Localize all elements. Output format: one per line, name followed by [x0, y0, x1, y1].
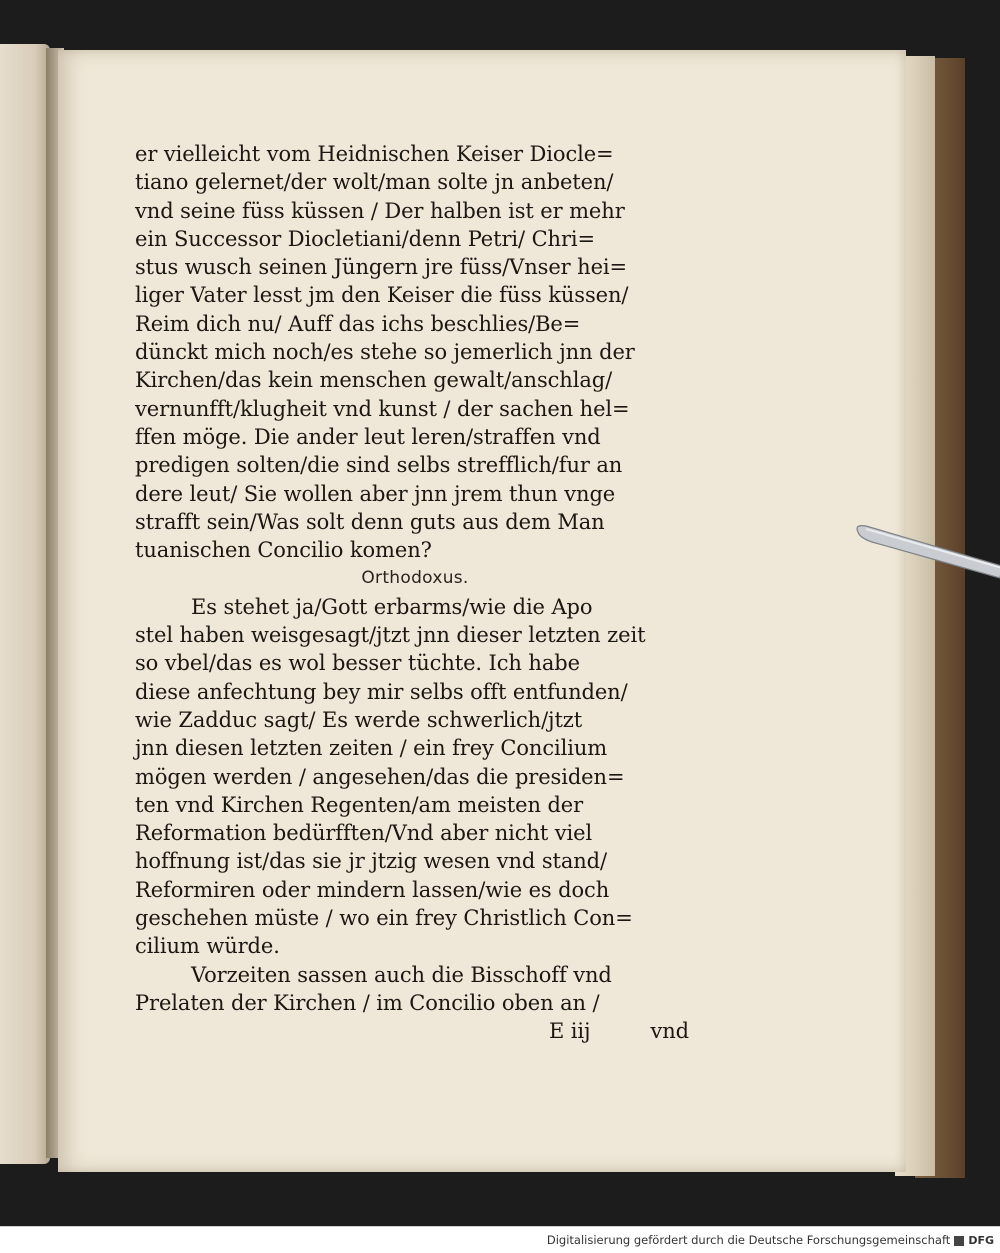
text-line: vernunfft/klugheit vnd kunst / der sachen hel= — [135, 396, 630, 421]
text-line: jnn diesen letzten zeiten / ein frey Concilium — [135, 736, 608, 761]
catchword: vnd — [650, 1019, 689, 1044]
page-text — [135, 140, 695, 1046]
dfg-mark-icon — [954, 1236, 964, 1246]
dfg-logo-text: DFG — [968, 1234, 994, 1247]
text-block-2 — [135, 593, 695, 961]
text-line: tuanischen Concilio komen? — [135, 538, 432, 563]
text-line: wie Zadduc sagt/ Es werde schwerlich/jtzt — [135, 707, 583, 732]
text-line: Reformation bedürfften/Vnd aber nicht viel — [135, 821, 593, 846]
text-line: mögen werden / angesehen/das die presiden= — [135, 764, 625, 789]
book-page — [58, 50, 906, 1172]
text-line: er vielleicht vom Heidnischen Keiser Diocle= — [135, 142, 614, 166]
paper-knife-icon — [852, 520, 1000, 580]
text-block-1 — [135, 140, 695, 564]
text-line: tiano gelernet/der wolt/man solte jn anbeten/ — [135, 170, 614, 195]
text-line: Es stehet ja/Gott erbarms/wie die Apo — [191, 594, 593, 619]
text-line: predigen solten/die sind selbs strefflich/fur an — [135, 453, 623, 478]
left-facing-page — [0, 44, 50, 1164]
text-line: Kirchen/das kein menschen gewalt/anschlag/ — [135, 368, 613, 393]
text-line: Prelaten der Kirchen / im Concilio oben an / — [135, 990, 600, 1015]
text-line: dünckt mich noch/es stehe so jemerlich jnn der — [135, 340, 635, 365]
text-line: Reformiren oder mindern lassen/wie es doch — [135, 877, 610, 902]
text-line: liger Vater lesst jm den Keiser die füss küssen/ — [135, 283, 629, 308]
text-line: geschehen müste / wo ein frey Christlich Con= — [135, 906, 633, 931]
text-line: so vbel/das es wol besser tüchte. Ich habe — [135, 651, 580, 676]
text-line: ffen möge. Die ander leut leren/straffen vnd — [135, 424, 601, 449]
text-line: diese anfechtung bey mir selbs offt entfunden/ — [135, 679, 628, 704]
digitization-credit-bar — [0, 1226, 1000, 1253]
text-line: strafft sein/Was solt denn guts aus dem Man — [135, 509, 605, 534]
text-line: ten vnd Kirchen Regenten/am meisten der — [135, 792, 584, 817]
speaker-heading: Orthodoxus. — [361, 568, 469, 589]
text-line: dere leut/ Sie wollen aber jnn jrem thun vnge — [135, 481, 616, 506]
text-line: Vorzeiten sassen auch die Bisschoff vnd — [191, 962, 612, 987]
credit-text: Digitalisierung gefördert durch die Deutsche Forschungsgemeinschaft — [546, 1233, 951, 1247]
text-line: vnd seine füss küssen / Der halben ist er mehr — [135, 198, 625, 223]
signature-mark: E iij — [549, 1019, 591, 1044]
text-block-3 — [135, 961, 695, 1018]
text-line: hoffnung ist/das sie jr jtzig wesen vnd stand/ — [135, 849, 607, 874]
text-line: stel haben weisgesagt/jtzt jnn dieser letzten zeit — [135, 623, 646, 648]
text-line: stus wusch seinen Jüngern jre füss/Vnser hei= — [135, 255, 628, 280]
text-line: cilium würde. — [135, 934, 280, 959]
dfg-logo — [950, 1233, 994, 1247]
text-line: ein Successor Diocletiani/denn Petri/ Chri= — [135, 226, 596, 251]
page-footer-line — [135, 1017, 695, 1045]
text-line: Reim dich nu/ Auff das ichs beschlies/Be= — [135, 311, 581, 336]
